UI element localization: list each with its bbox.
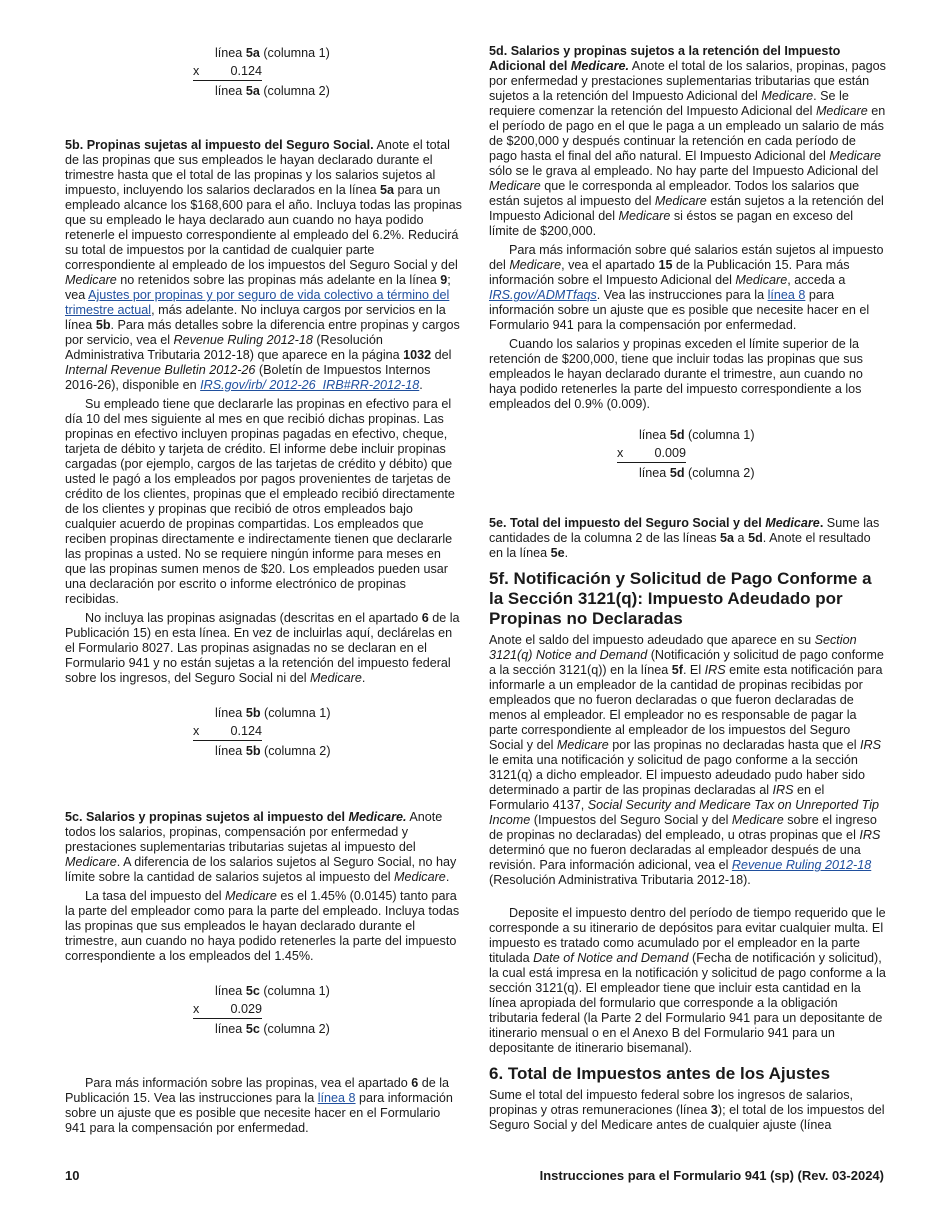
calc-r1-b: 5d <box>669 428 685 442</box>
text-run: 5f <box>671 663 683 677</box>
text-run: Para más información sobre qué salarios están sujetos al impuesto del <box>489 243 884 272</box>
calc-r1-post: (columna 1) <box>259 984 330 998</box>
text-run: 6 <box>411 1076 419 1090</box>
calc-r3-pre: línea <box>215 84 246 98</box>
calc-r3-post: (columna 2) <box>259 1022 330 1036</box>
text-run: Medicare <box>65 273 117 287</box>
text-run: Revenue Ruling 2012-18 <box>173 333 313 347</box>
heading-5f: 5f. Notificación y Solicitud de Pago Conforme a la Sección 3121(q): Impuesto Adeudado por Propinas no Declaradas <box>489 569 872 628</box>
text-run: Medicare <box>225 889 277 903</box>
text-run: 5e. Total del impuesto del Seguro Social y del <box>489 516 766 530</box>
text-run: si éstos se pagan en exceso del límite de $200,000. <box>489 209 854 238</box>
inline-link[interactable]: IRS.gov/ADMTfaqs <box>489 288 597 302</box>
calc-row-column-1 <box>639 426 755 444</box>
text-run: Anote el saldo del impuesto adeudado que aparece en su <box>489 633 815 647</box>
para-6 <box>489 1088 886 1133</box>
text-run: Medicare. <box>348 810 407 824</box>
para-5f <box>489 633 886 888</box>
calc-5c <box>193 982 413 1042</box>
inline-link[interactable]: Ajustes por propinas y por seguro de vida colectivo a término del trimestre actual <box>65 288 450 317</box>
text-run: . <box>361 671 366 685</box>
text-run: 15 <box>658 258 673 272</box>
calc-r3-pre: línea <box>215 744 246 758</box>
calc-r1-pre: línea <box>215 984 246 998</box>
text-run: 5a <box>380 183 395 197</box>
inline-link[interactable]: línea 8 <box>317 1091 356 1105</box>
text-run: Medicare <box>310 671 362 685</box>
calc-r1-post: (columna 1) <box>684 428 755 442</box>
text-run: Su empleado tiene que declararle las propinas en efectivo para el día 10 del mes siguiente al mes en que recibió dichas propinas. Las propinas en efectivo incluyen propinas pagadas en efectivo, cheque, tarjeta de débito y tarjeta de crédito. El informe debe incluir propinas cargadas (por ejemplo, cargos de las tarjetas de crédito y débito) que usted le pagó a los empleados por pagos provenientes de tarjetas de crédito de los clientes, propinas que el empleado recibió directamente de los clientes y propinas que recibió de otros empleados bajo cualquier acuerdo de propinas compartidas. Los empleados que reciben propinas directamente e indirectamente tienen que declararle las propinas a usted. No se requiere ningún informe para meses en que las propinas sumen menos de $20. Los empleados pueden usar una declaración por escrito o informe electrónico de propinas recibidas. <box>65 397 455 606</box>
text-run: Medicare <box>761 89 814 103</box>
calc-r3-post: (columna 2) <box>259 84 330 98</box>
calc-rule <box>617 462 686 463</box>
text-run: del <box>431 348 452 362</box>
text-run: Para más información sobre las propinas, vea el apartado <box>85 1076 412 1090</box>
text-run: Medicare <box>654 194 707 208</box>
calc-num: 0.029 <box>230 1002 262 1016</box>
text-run: IRS <box>860 738 882 752</box>
text-run: . <box>419 378 423 392</box>
text-run: . Vea las instrucciones para la <box>596 288 768 302</box>
text-run: Section 3121(q) Notice and Demand <box>489 633 857 662</box>
text-run: determinó que no fueron declaradas al empleador después de una revisión. Para información adicional, vea el <box>489 843 861 872</box>
calc-x: x <box>193 724 200 738</box>
page-number: 10 <box>65 1168 80 1183</box>
text-run: 5e <box>550 546 565 560</box>
calc-5b <box>193 704 413 764</box>
calc-r3-b: 5a <box>245 84 260 98</box>
calc-x: x <box>617 446 624 460</box>
para-5c <box>65 810 462 885</box>
calc-r1-pre: línea <box>215 46 246 60</box>
calc-row-multiplier <box>617 444 686 462</box>
text-run: Social Security and Medicare Tax on Unreported Tip Income <box>489 798 880 827</box>
calc-row-column-1 <box>215 704 331 722</box>
text-run: ; vea <box>65 273 451 302</box>
para-5b <box>65 138 462 393</box>
text-run: Sume el total del impuesto federal sobre los ingresos de salarios, propinas y otras remuneraciones (línea <box>489 1088 854 1117</box>
para-allocated-tips <box>65 611 462 686</box>
calc-r1-post: (columna 1) <box>259 46 330 60</box>
text-run: en el período de pago en el que le paga a un empleado un salario de más de $200,000 y después continuar la retención en cada período de pago hasta el final del año natural. El Impuesto Adicional del <box>489 104 886 163</box>
text-run: IRS <box>704 663 726 677</box>
text-run: por las propinas no declaradas hasta que el <box>608 738 861 752</box>
text-run: Medicare <box>815 104 868 118</box>
calc-row-column-1 <box>215 44 330 62</box>
calc-r3-b: 5d <box>669 466 685 480</box>
text-run: de la Publicación 15. Vea las instrucciones para la <box>65 1076 450 1105</box>
text-run: 5a <box>720 531 735 545</box>
calc-row-column-2 <box>215 1020 330 1038</box>
calc-num: 0.124 <box>230 724 262 738</box>
text-run: . Para más detalles sobre la diferencia entre propinas y cargos por servicio, vea el <box>65 318 460 347</box>
text-run: . El <box>682 663 705 677</box>
text-run: Cuando los salarios y propinas exceden el límite superior de la retención de $200,000, tiene que incluir todas las propinas que sus empleados le hayan declarado durante el trimestre, aun cuando no haya podido retenerles la parte del impuesto correspondiente a los empleados del 0.9% (0.009). <box>489 337 863 411</box>
text-run: Medicare <box>829 149 882 163</box>
text-run: . A diferencia de los salarios sujetos al Seguro Social, no hay límite sobre la cantidad de salarios sujetos al impuesto del <box>65 855 457 884</box>
text-run: no retenidos sobre las propinas más adelante en la línea <box>116 273 441 287</box>
calc-x: x <box>193 1002 200 1016</box>
text-run: Medicare <box>556 738 609 752</box>
text-run: (Notificación y solicitud de pago conforme a la sección 3121(q)) en la línea <box>489 648 884 677</box>
text-run: . Se le requiere comenzar la retención del Impuesto Adicional del <box>489 89 849 118</box>
text-run: 5d. Salarios y propinas sujetos a la retención del Impuesto Adicional del <box>489 44 841 73</box>
calc-row-multiplier <box>193 62 262 80</box>
text-run: emite esta notificación para informarle a un empleador de la cantidad de propinas recibidas por empleados que no fueron declaradas o que fueron declaradas de menos al empleador. El empleador no es responsable de pagar la parte correspondiente al empleador de los impuestos del Seguro Social y del <box>489 663 883 752</box>
text-run: Sume las cantidades de la columna 2 de las líneas <box>489 516 880 545</box>
text-run: para información sobre un ajuste que es posible que necesite hacer en el Formulario 941 para la compensación por enfermedad. <box>65 1091 453 1135</box>
text-run: (Boletín de Impuestos Internos 2016-26), disponible en <box>65 363 431 392</box>
calc-5d <box>617 426 837 486</box>
inline-link[interactable]: Revenue Ruling 2012-18 <box>731 858 872 872</box>
calc-r1-b: 5b <box>245 706 261 720</box>
calc-num: 0.009 <box>654 446 686 460</box>
inline-link[interactable]: IRS.gov/irb/ 2012-26_IRB#RR-2012-18 <box>200 378 420 392</box>
text-run: Medicare <box>735 273 788 287</box>
text-run: , vea el apartado <box>561 258 659 272</box>
text-run: Medicare <box>65 855 117 869</box>
heading-6: 6. Total de Impuestos antes de los Ajustes <box>489 1064 831 1083</box>
text-run: (Resolución Administrativa Tributaria 2012-18). <box>489 873 751 887</box>
calc-x: x <box>193 64 200 78</box>
text-run: Anote todos los salarios, propinas, compensación por enfermedad y prestaciones suplementarias tributarias sujetas al impuesto del <box>65 810 443 854</box>
text-run: para un empleado alcance los $168,600 para el año. Incluya todas las propinas que su empleado le haya declarado aun cuando no haya podido retenerle el impuesto correspondiente al empleado del 6.2%. Reducirá su total de impuestos por la cantidad de cualquier parte correspondiente al empleado de los impuestos del Seguro Social y del <box>65 183 462 272</box>
text-run: , acceda a <box>787 273 846 287</box>
footer-title: Instrucciones para el Formulario 941 (sp) (Rev. 03-2024) <box>539 1168 884 1183</box>
para-more-wages <box>489 243 886 333</box>
calc-row-column-2 <box>215 742 331 760</box>
text-run: le emita una notificación y solicitud de pago conforme a la sección 3121(q) a dicho empleador. El impuesto adeudado pudo haber sido determinado a partir de las propinas declaradas al <box>489 753 865 797</box>
text-run: de la Publicación 15. Para más información sobre el Impuesto Adicional del <box>489 258 850 287</box>
text-run: Medicare <box>765 516 820 530</box>
calc-r1-post: (columna 1) <box>260 706 331 720</box>
calc-r1-pre: línea <box>215 706 246 720</box>
text-run: Medicare <box>509 258 562 272</box>
text-run: Internal Revenue Bulletin 2012-26 <box>65 363 256 377</box>
text-run: 5b <box>95 318 111 332</box>
text-run: Medicare <box>618 209 671 223</box>
calc-r1-b: 5a <box>245 46 260 60</box>
text-run: sólo se le grava al empleado. No hay parte del Impuesto Adicional del <box>489 164 879 178</box>
calc-r1-b: 5c <box>245 984 260 998</box>
text-run: de la Publicación 15) en esta línea. En vez de incluirlas aquí, declárelas en el Formulario 8027. Las propinas asignadas no se declaran en el Formulario 941 y no están sujetas a la retención del impuesto federal sobre los ingresos, del Seguro Social ni del <box>65 611 460 685</box>
calc-5a <box>193 44 413 104</box>
calc-rule <box>193 740 262 741</box>
calc-r3-post: (columna 2) <box>684 466 755 480</box>
text-run: es el 1.45% (0.0145) tanto para la parte del empleador como para la parte del empleado. Incluya todas las propinas que sus empleados le hayan declarado durante el trimestre, aun cuando no haya podido retenerles la parte del impuesto correspondiente a los empleados del 1.45%. <box>65 889 460 963</box>
para-5e <box>489 516 886 561</box>
text-run: . <box>445 870 450 884</box>
text-run: Medicare <box>489 179 541 193</box>
text-run: (Fecha de notificación y solicitud), la cual está impresa en la notificación y solicitud de pago conforme a la sección 3121(q). El empleador tiene que incluir esta cantidad en la línea apropiada del formulario que corresponde a la obligación tributaria federal (la Parte 2 del Formulario 941 para un depositante de itinerario mensual o en el Anexo B del Formulario 941 para un depositante de itinerario bisemanal). <box>489 951 886 1055</box>
text-run: ); el total de los impuestos del Seguro Social y del Medicare antes de cualquier ajuste (línea <box>489 1103 885 1132</box>
text-run: . <box>564 546 569 560</box>
text-run: Medicare <box>394 870 446 884</box>
para-more-tips <box>65 1076 462 1136</box>
text-run: Anote el total de las propinas que sus empleados le hayan declarado durante el trimestre hasta que el total de las propinas y los salarios sujetos al impuesto, incluyendo los salarios declarados en la línea <box>65 138 450 197</box>
inline-link[interactable]: línea 8 <box>767 288 806 302</box>
text-run: 5c. Salarios y propinas sujetos al impuesto del <box>65 810 349 824</box>
para-exceed-limit <box>489 337 886 412</box>
text-run: 6 <box>421 611 429 625</box>
text-run: en el Formulario 4137, <box>489 783 825 812</box>
calc-row-multiplier <box>193 1000 262 1018</box>
text-run: . Anote el resultado en la línea <box>489 531 871 560</box>
calc-row-column-2 <box>639 464 755 482</box>
calc-rule <box>193 80 262 81</box>
text-run: No incluya las propinas asignadas (descritas en el apartado <box>85 611 422 625</box>
para-medicare-rate <box>65 889 462 964</box>
calc-r3-b: 5b <box>245 744 261 758</box>
text-run: , más adelante. No incluya cargos por servicios en la línea <box>65 303 446 332</box>
text-run: que le corresponda al empleador. Todos los salarios que están sujetos al impuesto del <box>489 179 860 208</box>
text-run: Date of Notice and Demand <box>533 951 689 965</box>
para-5d <box>489 44 886 239</box>
para-deposit <box>489 906 886 1056</box>
calc-r3-pre: línea <box>639 466 670 480</box>
calc-row-column-2 <box>215 82 330 100</box>
text-run: 5d <box>748 531 763 545</box>
text-run: Medicare. <box>570 59 629 73</box>
text-run: sobre el ingreso de propinas no declaradas) del empleado, u otras propinas que el <box>489 813 877 842</box>
text-run: Deposite el impuesto dentro del período de tiempo requerido que le corresponde a su itinerario de depósitos para evitar cualquier multa. El impuesto es tratado como acumulado por el empleador en la parte titulada <box>489 906 886 965</box>
text-run: La tasa del impuesto del <box>85 889 226 903</box>
calc-r3-b: 5c <box>245 1022 260 1036</box>
text-run: a <box>734 531 749 545</box>
calc-r3-pre: línea <box>215 1022 246 1036</box>
calc-rule <box>193 1018 262 1019</box>
right-column <box>489 44 886 1133</box>
calc-row-column-1 <box>215 982 330 1000</box>
text-run: para información sobre un ajuste que es posible que necesite hacer en el Formulario 941 para la compensación por enfermedad. <box>489 288 870 332</box>
text-run: Medicare <box>731 813 784 827</box>
left-column <box>65 44 462 1136</box>
calc-r3-post: (columna 2) <box>260 744 331 758</box>
text-run: (Resolución Administrativa Tributaria 2012-18) que aparece en la página <box>65 333 404 362</box>
text-run: Anote el total de los salarios, propinas, pagos por enfermedad y prestaciones suplementarias tributarias que están sujetos a la retención del Impuesto Adicional del <box>489 59 886 103</box>
text-run: 1032 <box>403 348 432 362</box>
text-run: IRS <box>859 828 881 842</box>
calc-num: 0.124 <box>230 64 262 78</box>
text-run: 3 <box>710 1103 718 1117</box>
para-cash-tips <box>65 397 462 607</box>
text-run: (Impuestos del Seguro Social y del <box>530 813 732 827</box>
calc-row-multiplier <box>193 722 262 740</box>
text-run: están sujetos a la retención del Impuesto Adicional del <box>489 194 884 223</box>
calc-r1-pre: línea <box>639 428 670 442</box>
text-run: 5b. Propinas sujetas al impuesto del Seguro Social. <box>65 138 374 152</box>
text-run: IRS <box>772 783 794 797</box>
text-run: . <box>819 516 824 530</box>
text-run: 9 <box>440 273 448 287</box>
